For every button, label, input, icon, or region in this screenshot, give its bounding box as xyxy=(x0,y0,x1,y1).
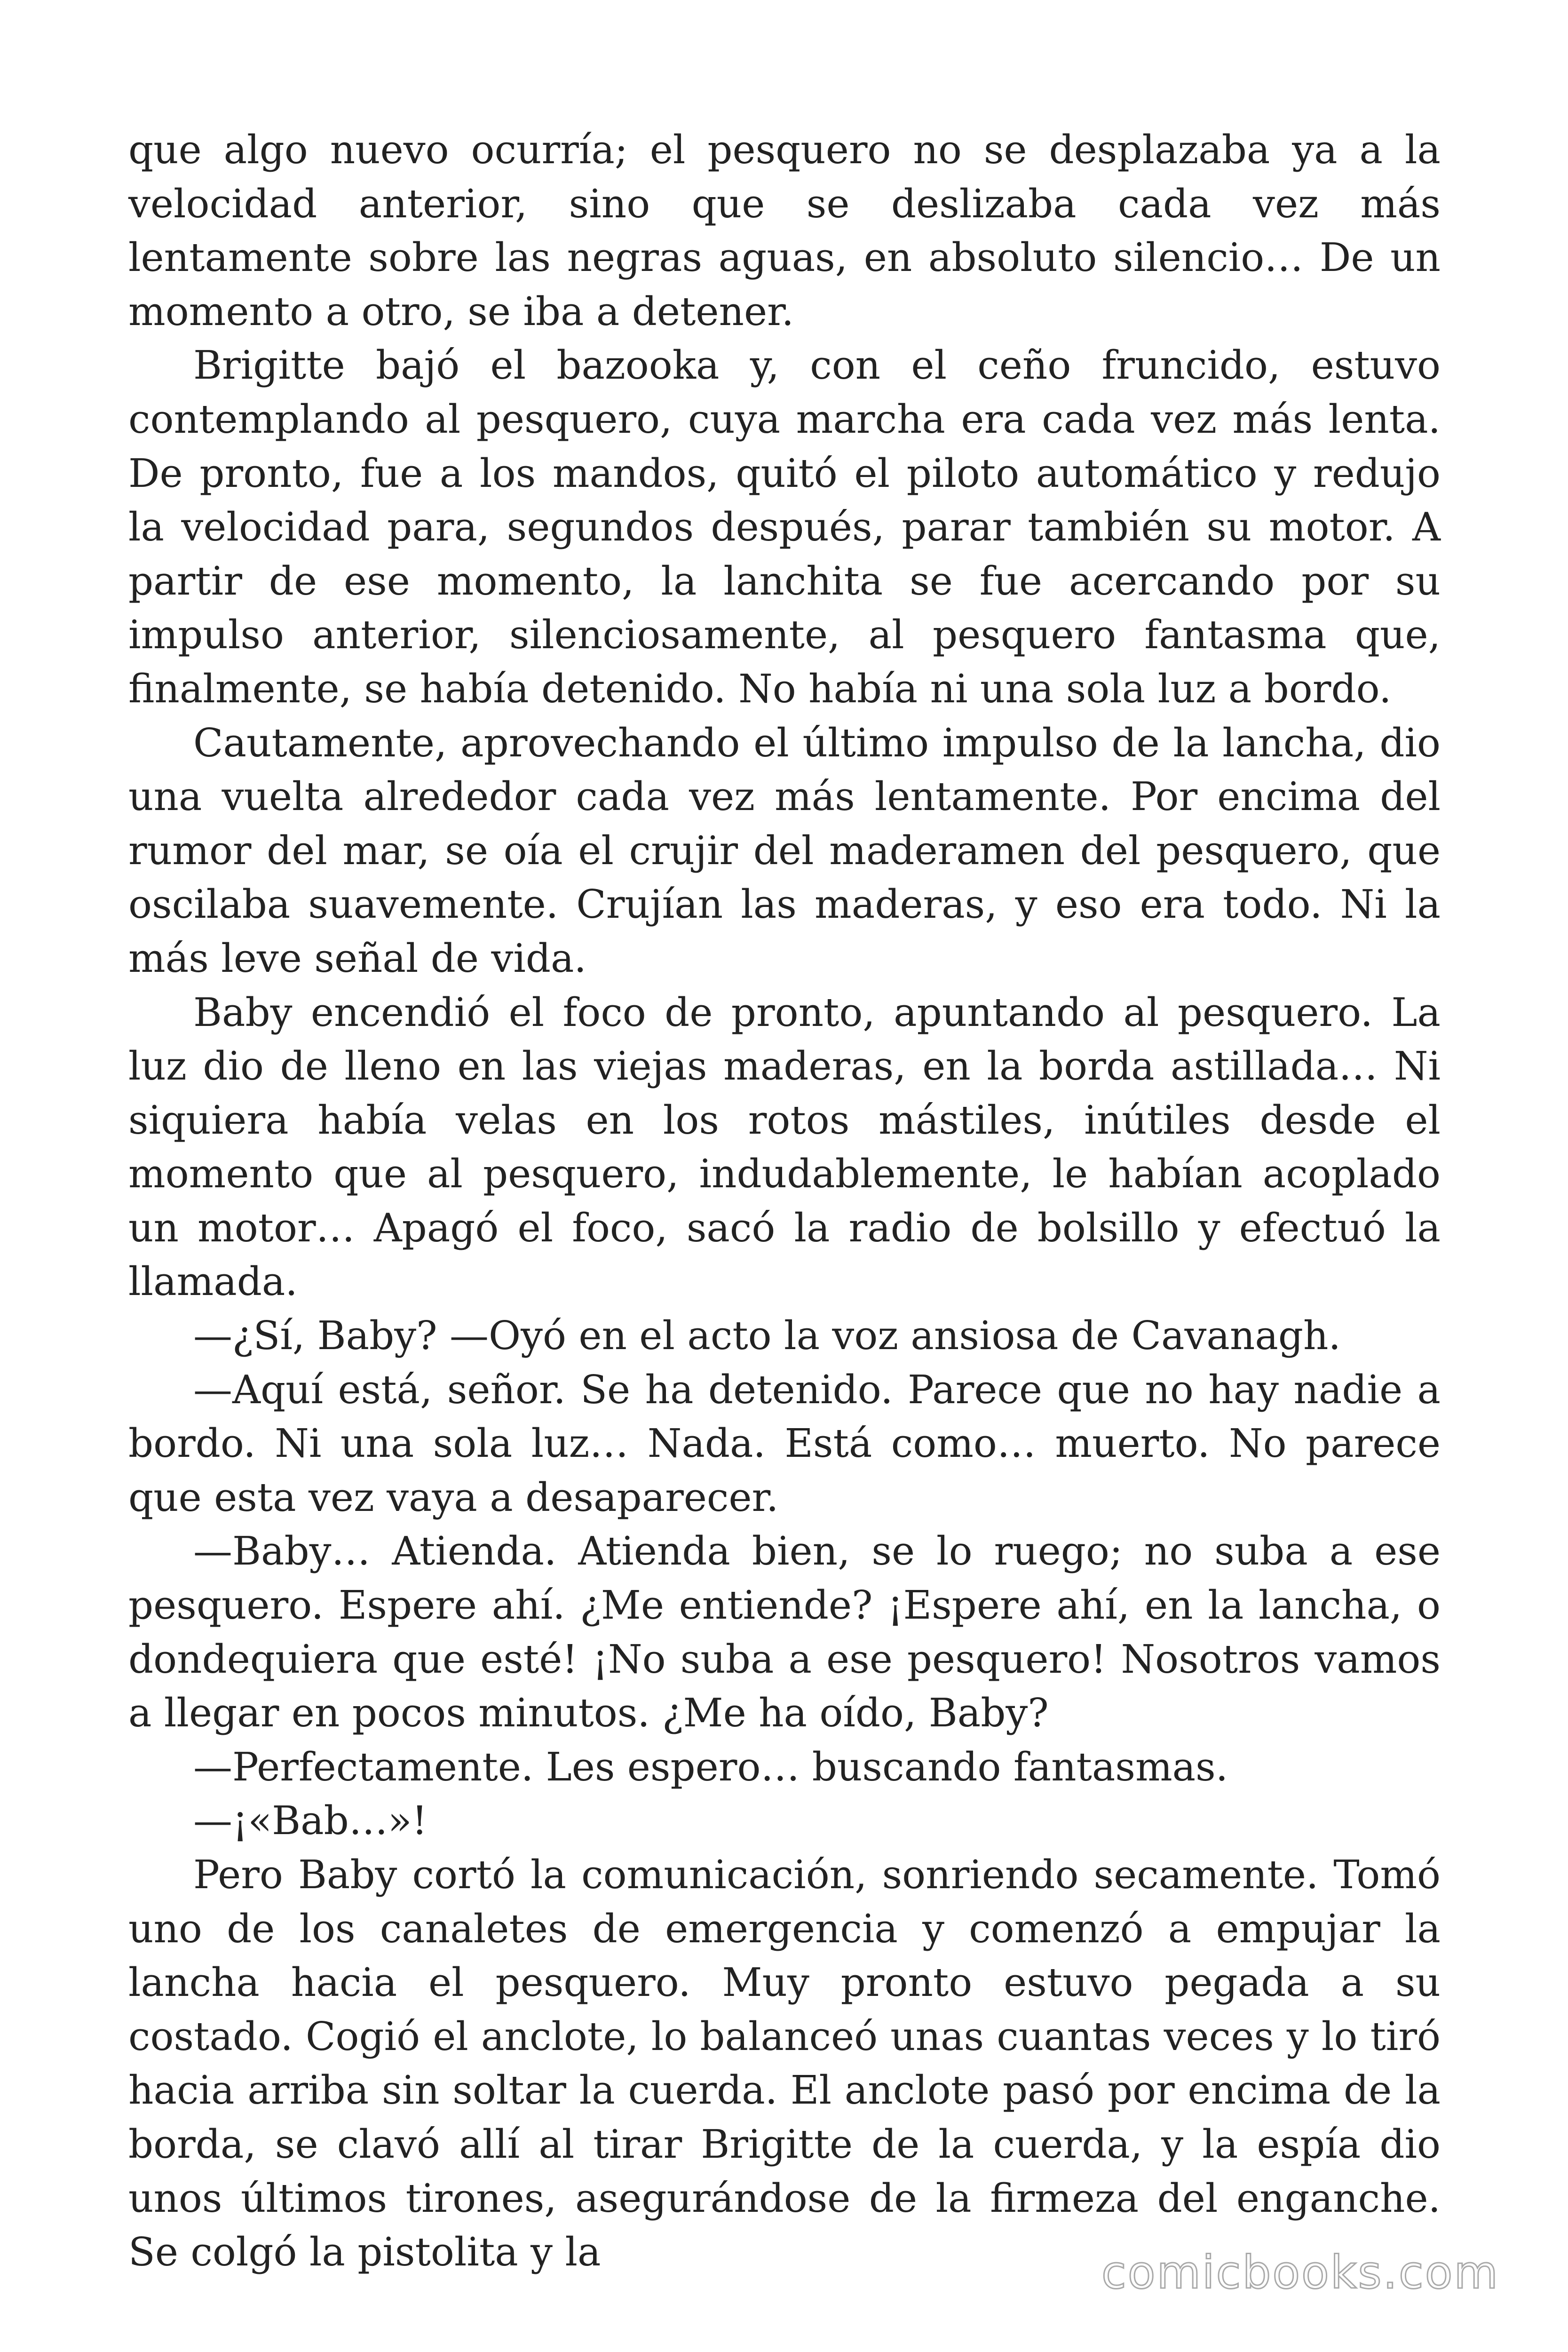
paragraph: Brigitte bajó el bazooka y, con el ceño fruncido, estuvo contemplando al pesquero, cuya marcha era cada vez más lenta. De pronto, fue a los mandos, quitó el piloto automático y redujo la velocidad para, segundos después, parar también su motor. A partir de ese momento, la lanchita se fue acercando por su impulso anterior, silenciosamente, al pesquero fantasma que, finalmente, se había detenido. No había ni una sola luz a bordo. xyxy=(128,342,1441,712)
dialogue-line: —Aquí está, señor. Se ha detenido. Parece que no hay nadie a bordo. Ni una sola luz… Nada. Está como… muerto. No parece que esta vez vaya a desaparecer. xyxy=(128,1367,1441,1520)
paragraph: Pero Baby cortó la comunicación, sonriendo secamente. Tomó uno de los canaletes de emergencia y comenzó a empujar la lancha hacia el pesquero. Muy pronto estuvo pegada a su costado. Cogió el anclote, lo balanceó unas cuantas veces y lo tiró hacia arriba sin soltar la cuerda. El anclote pasó por encima de la borda, se clavó allí al tirar Brigitte de la cuerda, y la espía dio unos últimos tirones, asegurándose de la firmeza del enganche. Se colgó la pistolita y la xyxy=(128,1852,1441,2275)
paragraph: Baby encendió el foco de pronto, apuntando al pesquero. La luz dio de lleno en las viejas maderas, en la borda astillada… Ni siquiera había velas en los rotos mástiles, inútiles desde el momento que al pesquero, indudablemente, le habían acoplado un motor… Apagó el foco, sacó la radio de bolsillo y efectuó la llamada. xyxy=(128,989,1441,1305)
body-text xyxy=(128,123,1441,2280)
watermark: comicbooks.com xyxy=(1101,2246,1499,2299)
paragraph: Cautamente, aprovechando el último impulso de la lancha, dio una vuelta alrededor cada vez más lentamente. Por encima del rumor del mar, se oía el crujir del maderamen del pesquero, que oscilaba suavemente. Crujían las maderas, y eso era todo. Ni la más leve señal de vida. xyxy=(128,720,1441,981)
dialogue-line: —Baby… Atienda. Atienda bien, se lo ruego; no suba a ese pesquero. Espere ahí. ¿Me entiende? ¡Espere ahí, en la lancha, o dondequiera que esté! ¡No suba a ese pesquero! Nosotros vamos a llegar en pocos minutos. ¿Me ha oído, Baby? xyxy=(128,1528,1441,1736)
dialogue-line: —¡«Bab…»! xyxy=(193,1798,428,1844)
paragraph: que algo nuevo ocurría; el pesquero no se desplazaba ya a la velocidad anterior, sino que se deslizaba cada vez más lentamente sobre las negras aguas, en absoluto silencio… De un momento a otro, se iba a detener. xyxy=(128,127,1441,334)
dialogue-line: —Perfectamente. Les espero… buscando fantasmas. xyxy=(193,1744,1228,1790)
dialogue-line: —¿Sí, Baby? —Oyó en el acto la voz ansiosa de Cavanagh. xyxy=(193,1313,1341,1359)
